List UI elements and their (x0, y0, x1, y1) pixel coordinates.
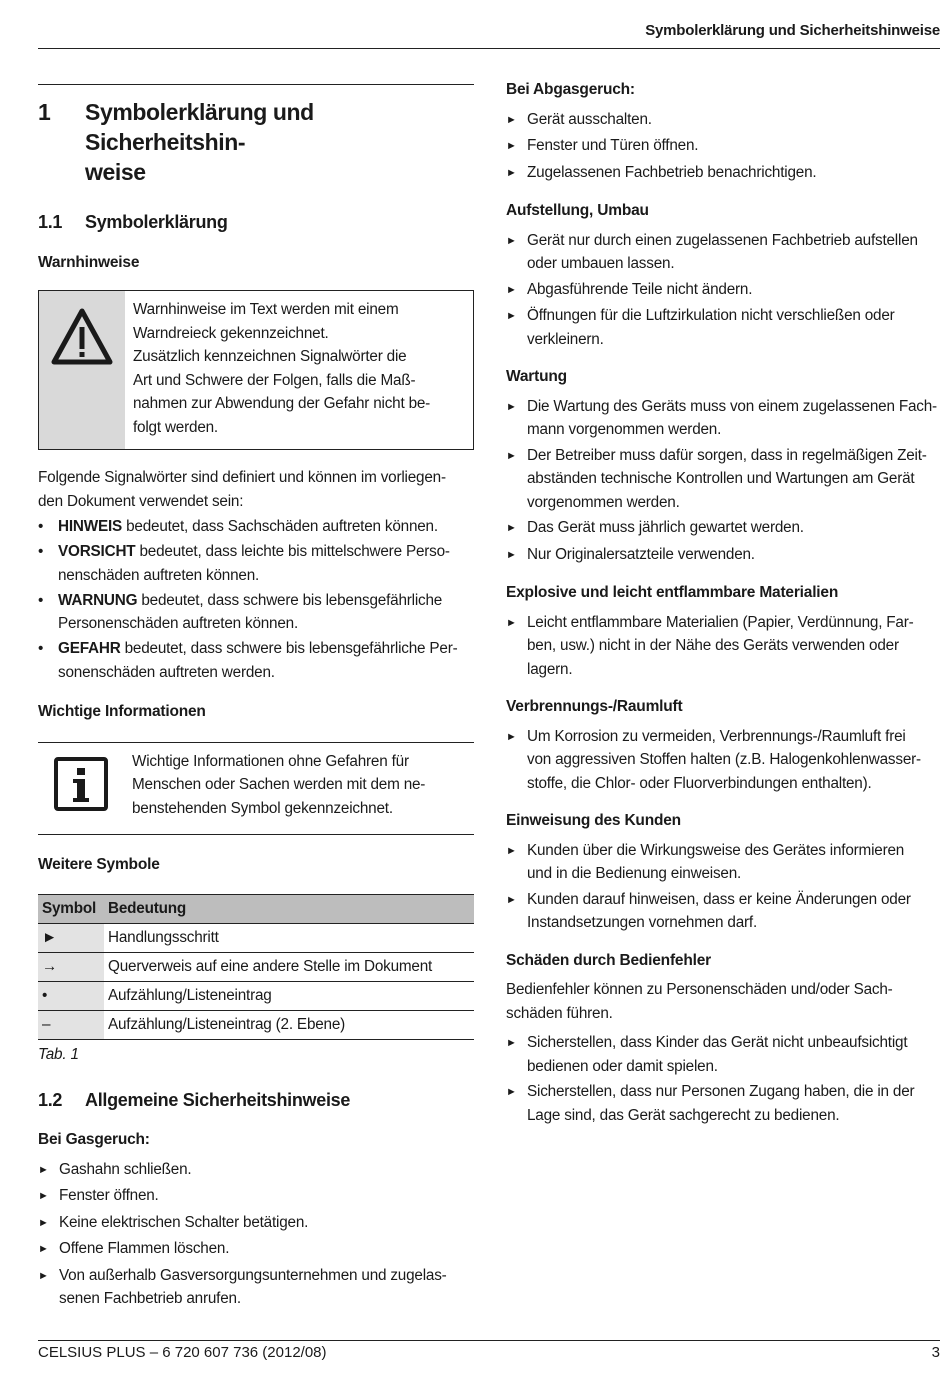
list-item-text (527, 278, 752, 303)
list-item (38, 1211, 474, 1236)
text-line: Wichtige Informationen ohne Gefahren für (132, 752, 409, 770)
action-list (506, 725, 942, 796)
footer-doc-id: CELSIUS PLUS – 6 720 607 736 (2012/08) (38, 1344, 327, 1361)
meaning-cell: Handlungsschritt (104, 924, 474, 953)
text-line: bedeutet, dass schwere bis lebensgefährliche (137, 591, 443, 609)
list-item-text (527, 543, 755, 568)
page-number: 3 (931, 1344, 940, 1361)
list-item (506, 134, 942, 159)
text-line: Menschen oder Sachen werden mit dem ne- (132, 776, 426, 793)
warnings-heading: Warnhinweise (38, 253, 140, 271)
symbol-cell: • (38, 982, 104, 1011)
text-line: Offene Flammen löschen. (59, 1240, 230, 1257)
table-row (38, 924, 474, 953)
text-line: Der Betreiber muss dafür sorgen, dass in regelmäßigen Zeit- (527, 446, 927, 464)
subsection-heading: Einweisung des Kunden (506, 812, 681, 829)
list-item-text (527, 839, 904, 886)
symbols-heading: Weitere Symbole (38, 855, 160, 873)
list-item-text (527, 444, 927, 515)
text-line: Gerät ausschalten. (527, 110, 652, 128)
list-item-text (527, 1031, 907, 1078)
chapter-title (38, 84, 474, 187)
signal-word-item (38, 589, 474, 636)
signal-words-list (38, 515, 474, 684)
text-line: Das Gerät muss jährlich gewartet werden. (527, 519, 804, 536)
list-item (506, 229, 942, 276)
action-list (506, 611, 942, 682)
text-line: lagern. (527, 660, 573, 678)
text-line: schäden führen. (506, 1004, 613, 1022)
text-line: stoffe, die Chlor- oder Fluorverbindungen enthalten). (527, 774, 872, 792)
list-item-text (527, 516, 804, 541)
action-arrow-icon: ► (506, 616, 517, 629)
text-line: Abgasführende Teile nicht ändern. (527, 280, 753, 298)
text-line: Warnhinweise im Text werden mit einem (133, 301, 399, 318)
list-item-text (59, 1158, 191, 1183)
list-item-text (527, 161, 816, 186)
info-heading: Wichtige Informationen (38, 703, 206, 720)
text-line: den Dokument verwendet sein: (38, 492, 244, 510)
list-item-text (527, 304, 895, 351)
list-item (506, 444, 942, 515)
list-item-text (527, 611, 914, 682)
bullet-marker: • (38, 640, 44, 657)
table-row (38, 1011, 474, 1040)
text-line: Keine elektrischen Schalter betätigen. (59, 1213, 309, 1231)
text-line: Sicherstellen, dass Kinder das Gerät nicht unbeaufsichtigt (527, 1034, 908, 1051)
list-item-text (527, 134, 698, 159)
list-item (506, 543, 942, 568)
section-number: 1.1 (38, 212, 63, 232)
signal-word-text (58, 540, 450, 587)
action-arrow-icon: ► (506, 548, 517, 561)
signal-word: GEFAHR (58, 640, 121, 657)
text-line: Zugelassenen Fachbetrieb benachrichtigen. (527, 163, 817, 181)
warning-triangle-icon (50, 307, 114, 367)
action-list (506, 229, 942, 352)
action-arrow-icon: ► (38, 1216, 49, 1229)
chapter-number: 1 (38, 99, 51, 125)
action-list (506, 108, 942, 186)
signal-word-text (58, 637, 457, 684)
text-line: Instandsetzungen vornehmen darf. (527, 914, 758, 931)
left-column (38, 78, 474, 1313)
subsection-heading: Verbrennungs-/Raumluft (506, 698, 683, 715)
text-line: Personenschäden auftreten können. (58, 615, 299, 632)
list-item (506, 888, 942, 935)
list-item (506, 278, 942, 303)
info-icon (53, 756, 109, 812)
signal-words-intro (38, 466, 474, 513)
text-line: Leicht entflammbare Materialien (Papier, Verdünnung, Far- (527, 613, 914, 631)
list-item (38, 1237, 474, 1262)
text-line: Sicherstellen, dass nur Personen Zugang haben, die in der (527, 1083, 915, 1100)
text-line: Von außerhalb Gasversorgungsunternehmen und zugelas- (59, 1266, 447, 1284)
subsection-intro (506, 978, 942, 1025)
action-arrow-icon: ► (506, 166, 517, 179)
text-line: Nur Originalersatzteile verwenden. (527, 545, 755, 563)
list-item (506, 1080, 942, 1127)
text-line: verkleinern. (527, 330, 604, 348)
list-item-text (59, 1237, 229, 1262)
list-item (38, 1264, 474, 1311)
action-list (506, 1031, 942, 1127)
signal-word-item (38, 637, 474, 684)
page-header (38, 22, 940, 49)
text-line: ben, usw.) nicht in der Nähe des Geräts verwenden oder (527, 637, 899, 654)
table-row (38, 982, 474, 1011)
symbol-cell: ► (38, 924, 104, 953)
text-line: und in die Bedienung einweisen. (527, 865, 742, 882)
action-arrow-icon: ► (506, 400, 517, 413)
action-arrow-icon: ► (506, 893, 517, 906)
section-title-1-1 (38, 211, 474, 235)
subsection-heading: Wartung (506, 368, 567, 385)
meaning-cell: Querverweis auf eine andere Stelle im Dokument (104, 953, 474, 982)
symbol-cell: → (38, 953, 104, 982)
text-line: Fenster und Türen öffnen. (527, 137, 699, 154)
bullet-marker: • (38, 518, 44, 535)
text-line: Folgende Signalwörter sind definiert und können im vorliegen- (38, 469, 446, 486)
table-caption: Tab. 1 (38, 1046, 79, 1063)
section-title-text: Symbolerklärung (85, 212, 228, 232)
text-line: sonenschäden auftreten werden. (58, 663, 275, 681)
action-arrow-icon: ► (506, 1086, 517, 1098)
col-meaning: Bedeutung (104, 895, 474, 924)
action-arrow-icon: ► (506, 283, 517, 296)
col-symbol: Symbol (38, 895, 104, 924)
text-line: mann vorgenommen werden. (527, 421, 722, 438)
text-line: nahmen zur Abwendung der Gefahr nicht be- (133, 395, 431, 412)
subsection-heading: Bei Abgasgeruch: (506, 81, 635, 98)
text-line: abständen technische Kontrollen und Wartungen am Gerät (527, 470, 915, 487)
list-item (38, 1184, 474, 1209)
list-item-text (527, 888, 911, 935)
gas-action-list (38, 1158, 474, 1311)
signal-word-text (58, 589, 442, 636)
signal-word: HINWEIS (58, 518, 123, 535)
action-arrow-icon: ► (38, 1269, 49, 1282)
text-line: folgt werden. (133, 418, 218, 436)
text-line: Art und Schwere der Folgen, falls die Maß- (133, 371, 416, 389)
bullet-marker: • (38, 543, 44, 560)
list-item (506, 108, 942, 133)
text-line: bedeutet, dass schwere bis lebensgefährliche Per- (120, 640, 458, 657)
warning-icon-cell (39, 291, 125, 449)
table-row (38, 953, 474, 982)
action-arrow-icon: ► (506, 730, 517, 743)
info-box-text (124, 743, 435, 834)
list-item (506, 611, 942, 682)
table-header-row (38, 895, 474, 924)
text-line: Öffnungen für die Luftzirkulation nicht verschließen oder (527, 307, 895, 324)
text-line: nenschäden auftreten können. (58, 566, 260, 584)
chapter-title-text: Symbolerklärung und Sicherheitshin- weise (85, 99, 314, 185)
text-line: Zusätzlich kennzeichnen Signalwörter die (133, 348, 407, 365)
warning-box-text (125, 291, 440, 449)
text-line: bedienen oder damit spielen. (527, 1057, 718, 1075)
list-item-text (59, 1184, 159, 1209)
text-line: oder umbauen lassen. (527, 255, 675, 272)
list-item-text (527, 229, 918, 276)
text-line: Die Wartung des Geräts muss von einem zugelassenen Fach- (527, 397, 937, 415)
list-item-text (527, 725, 921, 796)
list-item (38, 1158, 474, 1183)
right-column (506, 78, 942, 1129)
symbol-cell: – (38, 1011, 104, 1040)
section-title-1-2 (38, 1089, 474, 1113)
text-line: Warndreieck gekennzeichnet. (133, 324, 329, 342)
text-line: senen Fachbetrieb anrufen. (59, 1290, 241, 1307)
action-arrow-icon: ► (38, 1243, 49, 1255)
list-item-text (59, 1264, 447, 1311)
action-list (506, 395, 942, 568)
signal-word: WARNUNG (58, 591, 138, 609)
text-line: Kunden darauf hinweisen, dass er keine Änderungen oder (527, 890, 911, 908)
text-line: Um Korrosion zu vermeiden, Verbrennungs-/Raumluft frei (527, 727, 906, 745)
signal-word-text (58, 515, 438, 539)
header-title: Symbolerklärung und Sicherheitshinweise (645, 22, 940, 39)
list-item (506, 395, 942, 442)
info-icon-cell (38, 743, 124, 834)
meaning-cell: Aufzählung/Listeneintrag (2. Ebene) (104, 1011, 474, 1040)
gas-heading: Bei Gasgeruch: (38, 1131, 150, 1148)
signal-word-item (38, 540, 474, 587)
action-arrow-icon: ► (506, 310, 517, 322)
text-line: Gashahn schließen. (59, 1160, 192, 1178)
text-line: benstehenden Symbol gekennzeichnet. (132, 799, 393, 817)
action-arrow-icon: ► (506, 522, 517, 534)
warning-box (38, 290, 474, 450)
subsection-heading: Schäden durch Bedienfehler (506, 951, 711, 969)
bullet-marker: • (38, 591, 44, 609)
section-title-text: Allgemeine Sicherheitshinweise (85, 1089, 351, 1110)
text-line: Bedienfehler können zu Personenschäden und/oder Sach- (506, 981, 893, 998)
text-line: von aggressiven Stoffen halten (z.B. Halogenkohlenwasser- (527, 751, 921, 768)
list-item (506, 304, 942, 351)
list-item-text (59, 1211, 308, 1236)
text-line: Gerät nur durch einen zugelassenen Fachbetrieb aufstellen (527, 231, 918, 249)
action-arrow-icon: ► (506, 234, 517, 247)
signal-word: VORSICHT (58, 543, 136, 560)
text-line: Lage sind, das Gerät sachgerecht zu bedienen. (527, 1106, 840, 1124)
action-arrow-icon: ► (506, 844, 517, 857)
list-item (506, 839, 942, 886)
text-line: Kunden über die Wirkungsweise des Gerätes informieren (527, 841, 905, 859)
page-footer (38, 1340, 940, 1361)
list-item-text (527, 108, 652, 133)
action-arrow-icon: ► (38, 1190, 49, 1202)
action-arrow-icon: ► (506, 449, 517, 462)
subsection-heading: Explosive und leicht entflammbare Materialien (506, 584, 839, 601)
action-list (506, 839, 942, 935)
action-arrow-icon: ► (38, 1163, 49, 1176)
meaning-cell: Aufzählung/Listeneintrag (104, 982, 474, 1011)
text-line: Fenster öffnen. (59, 1187, 159, 1204)
subsection-heading: Aufstellung, Umbau (506, 202, 649, 219)
symbols-table (38, 894, 474, 1040)
list-item (506, 161, 942, 186)
text-line: bedeutet, dass Sachschäden auftreten können. (122, 518, 438, 535)
text-line: vorgenommen werden. (527, 493, 680, 511)
action-arrow-icon: ► (506, 113, 517, 126)
action-arrow-icon: ► (506, 140, 517, 152)
section-number: 1.2 (38, 1089, 63, 1110)
list-item (506, 725, 942, 796)
action-arrow-icon: ► (506, 1037, 517, 1049)
list-item (506, 516, 942, 541)
list-item-text (527, 1080, 914, 1127)
signal-word-item (38, 515, 474, 539)
list-item-text (527, 395, 937, 442)
list-item (506, 1031, 942, 1078)
text-line: bedeutet, dass leichte bis mittelschwere Perso- (135, 543, 450, 560)
info-box (38, 742, 474, 835)
